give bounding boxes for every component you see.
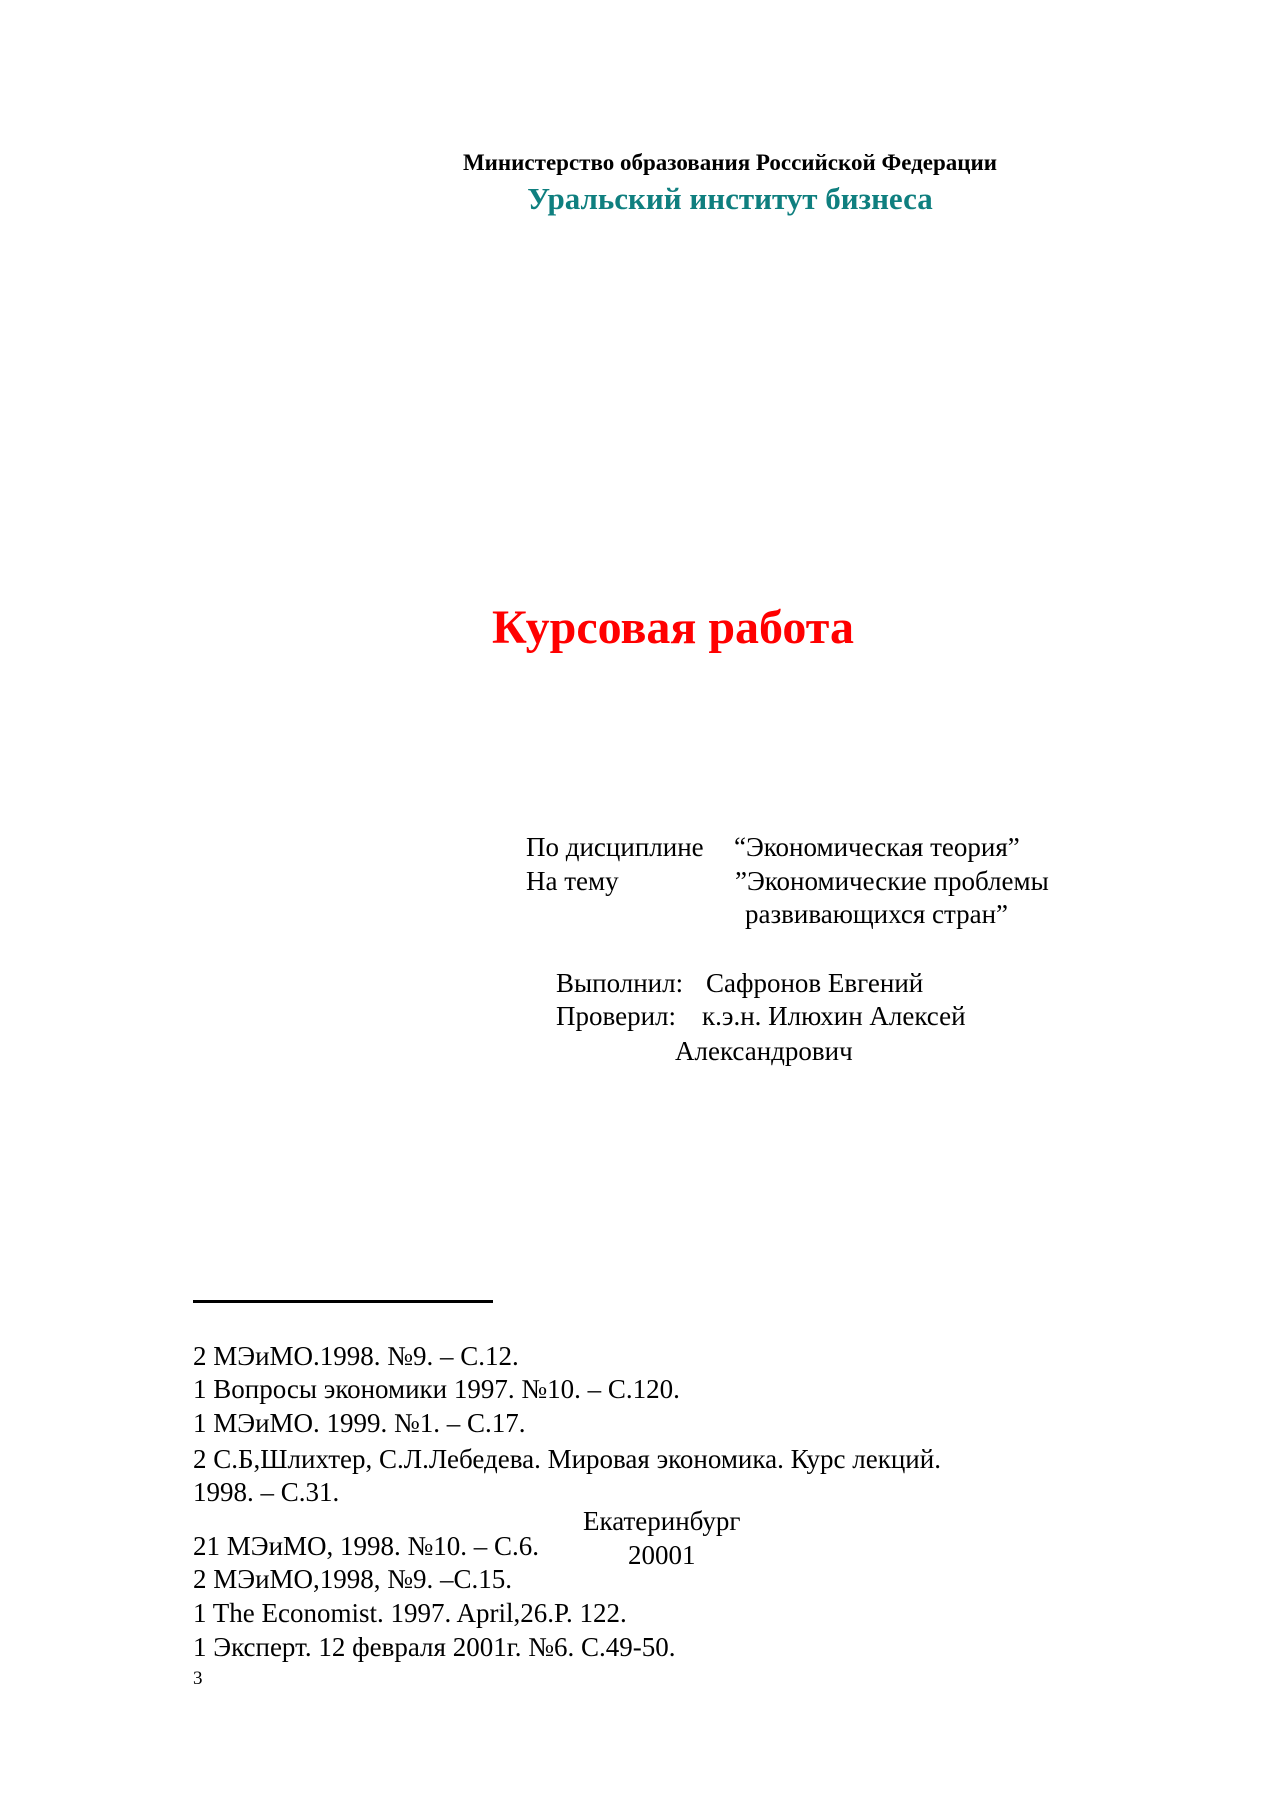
footnote-separator (193, 1300, 493, 1303)
footnote: 1 Вопросы экономики 1997. №10. – С.120. (193, 1374, 680, 1404)
footnote: 2 С.Б,Шлихтер, С.Л.Лебедева. Мировая экономика. Курс лекций. (193, 1444, 941, 1474)
discipline-label: По дисциплине (526, 832, 704, 862)
footnote: 1 The Economist. 1997. April,26.P. 122. (193, 1598, 627, 1628)
city: Екатеринбург (583, 1506, 741, 1536)
footnote: 2 МЭиМО.1998. №9. – С.12. (193, 1341, 519, 1371)
footnote: 2 МЭиМО,1998, №9. –С.15. (193, 1564, 513, 1594)
footnote: 21 МЭиМО, 1998. №10. – С.6. (193, 1531, 540, 1561)
reviewer-label: Проверил: (556, 1001, 676, 1031)
footnote-continuation: 1998. – С.31. (193, 1477, 340, 1507)
document-title: Курсовая работа (492, 601, 854, 654)
ministry-heading: Министерство образования Российской Федерации (462, 150, 998, 175)
discipline-value: “Экономическая теория” (734, 832, 1020, 862)
institute-heading: Уральский институт бизнеса (527, 181, 933, 216)
topic-label: На тему (526, 866, 619, 896)
reviewer-name: к.э.н. Илюхин Алексей (702, 1001, 966, 1031)
author-name: Сафронов Евгений (706, 968, 924, 998)
topic-line-2: развивающихся стран” (745, 899, 1009, 929)
footnote: 1 МЭиМО. 1999. №1. – С.17. (193, 1408, 526, 1438)
topic-line-1: ”Экономические проблемы (735, 866, 1049, 896)
year: 20001 (628, 1540, 696, 1570)
page-number: 3 (193, 1668, 203, 1689)
footnote: 1 Эксперт. 12 февраля 2001г. №6. С.49-50. (193, 1632, 676, 1662)
author-label: Выполнил: (556, 968, 684, 998)
reviewer-patronymic: Александрович (675, 1036, 853, 1066)
